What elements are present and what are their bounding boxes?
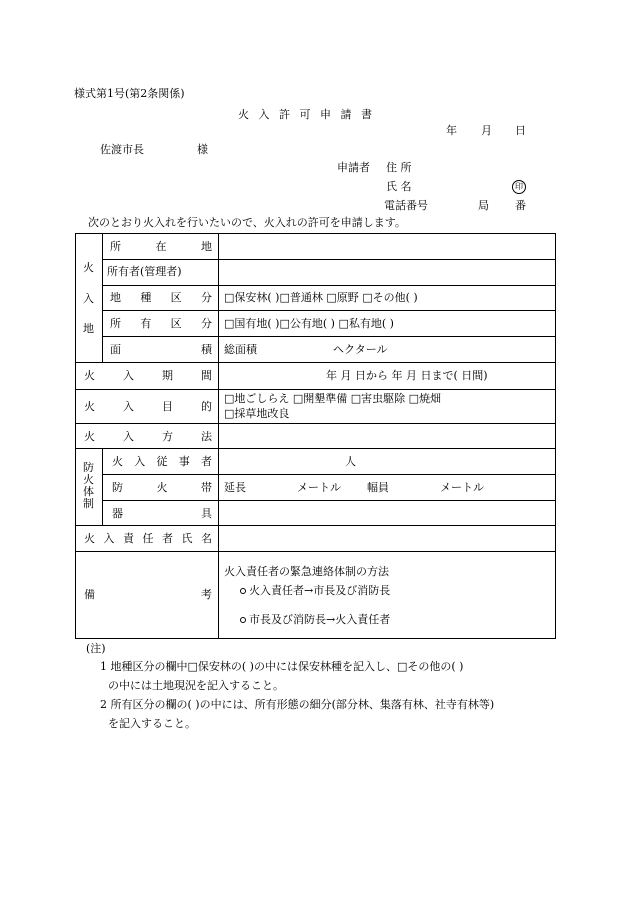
page-title: 火 入 許 可 申 請 書 (238, 108, 375, 121)
owner-label: 所有者(管理者) (107, 265, 182, 278)
date-year: 年 (446, 124, 457, 137)
firebreak-meter-1: メートル (297, 481, 341, 494)
phone-ban: 番 (515, 199, 526, 212)
name-label: 氏 名 (386, 180, 412, 193)
applicant-label: 申請者 (337, 161, 370, 174)
fire-site-group-1: 火 (83, 261, 94, 274)
date-month: 月 (481, 124, 492, 137)
bullet-icon (240, 617, 246, 623)
period-label: 火 入 期 間 (84, 369, 212, 382)
area-unit: ヘクタール (333, 343, 388, 356)
period-value: 年 月 日から 年 月 日まで( 日間) (326, 369, 488, 382)
purpose-label: 火 入 目 的 (84, 400, 212, 413)
date-day: 日 (515, 124, 526, 137)
area-total: 総面積 (224, 343, 257, 356)
phone-kyoku: 局 (478, 199, 489, 212)
seal-icon: 印 (512, 180, 526, 194)
firebreak-width: 幅員 (367, 481, 389, 494)
ownership-label: 所 有 区 分 (110, 317, 212, 330)
fire-prevention-group-3: 体 (83, 485, 94, 498)
workers-label: 火 入 従 事 者 (112, 455, 212, 468)
ownership-options: □国有地( )□公有地( ) □私有地( ) (224, 317, 394, 330)
firebreak-label: 防 火 帯 (112, 481, 212, 494)
remarks-label-1: 備 (84, 588, 95, 601)
fire-prevention-group-1: 防 (83, 461, 94, 474)
fire-site-group-2: 入 (83, 292, 94, 305)
addressee: 佐渡市長 (100, 143, 144, 156)
address-label: 住 所 (386, 161, 412, 174)
tools-label: 器 具 (112, 507, 212, 520)
bullet-icon (240, 588, 246, 594)
note-1-line-1: 1 地種区分の欄中□保安林の( )の中には保安林種を記入し、□その他の( ) (100, 660, 464, 673)
area-label: 面 積 (110, 343, 212, 356)
form-number: 様式第1号(第2条関係) (74, 87, 185, 100)
workers-unit: 人 (345, 455, 356, 468)
intro-text: 次のとおり火入れを行いたいので、火入れの許可を申請します。 (88, 216, 406, 229)
purpose-options-line1: □地ごしらえ □開墾準備 □害虫駆除 □焼畑 (224, 392, 442, 405)
land-type-label: 地 種 区 分 (110, 291, 212, 304)
fire-prevention-group-4: 制 (83, 497, 94, 510)
note-2-line-1: 2 所有区分の欄の( )の中には、所有形態の細分(部分林、集落有林、社寺有林等) (100, 698, 495, 711)
note-2-line-2: を記入すること。 (108, 717, 196, 730)
phone-label: 電話番号 (384, 199, 428, 212)
note-1-line-2: の中には土地現況を記入すること。 (108, 679, 284, 692)
responsible-label: 火 入 責 任 者 氏 名 (84, 532, 212, 545)
fire-site-group-3: 地 (83, 322, 94, 335)
method-label: 火 入 方 法 (84, 430, 212, 443)
remarks-title: 火入責任者の緊急連絡体制の方法 (224, 565, 389, 578)
purpose-options-line2: □採草地改良 (224, 407, 290, 420)
fire-prevention-group-2: 火 (83, 473, 94, 486)
land-type-options: □保安林( )□普通林 □原野 □その他( ) (224, 291, 418, 304)
addressee-sama: 様 (197, 143, 208, 156)
remarks-item-1: 火入責任者→市長及び消防長 (249, 584, 391, 597)
firebreak-meter-2: メートル (440, 481, 484, 494)
remarks-item-2: 市長及び消防長→火入責任者 (249, 613, 391, 626)
location-label: 所 在 地 (110, 240, 212, 253)
remarks-label-2: 考 (201, 588, 212, 601)
notes-heading: (注) (86, 642, 106, 655)
firebreak-length: 延長 (224, 481, 246, 494)
